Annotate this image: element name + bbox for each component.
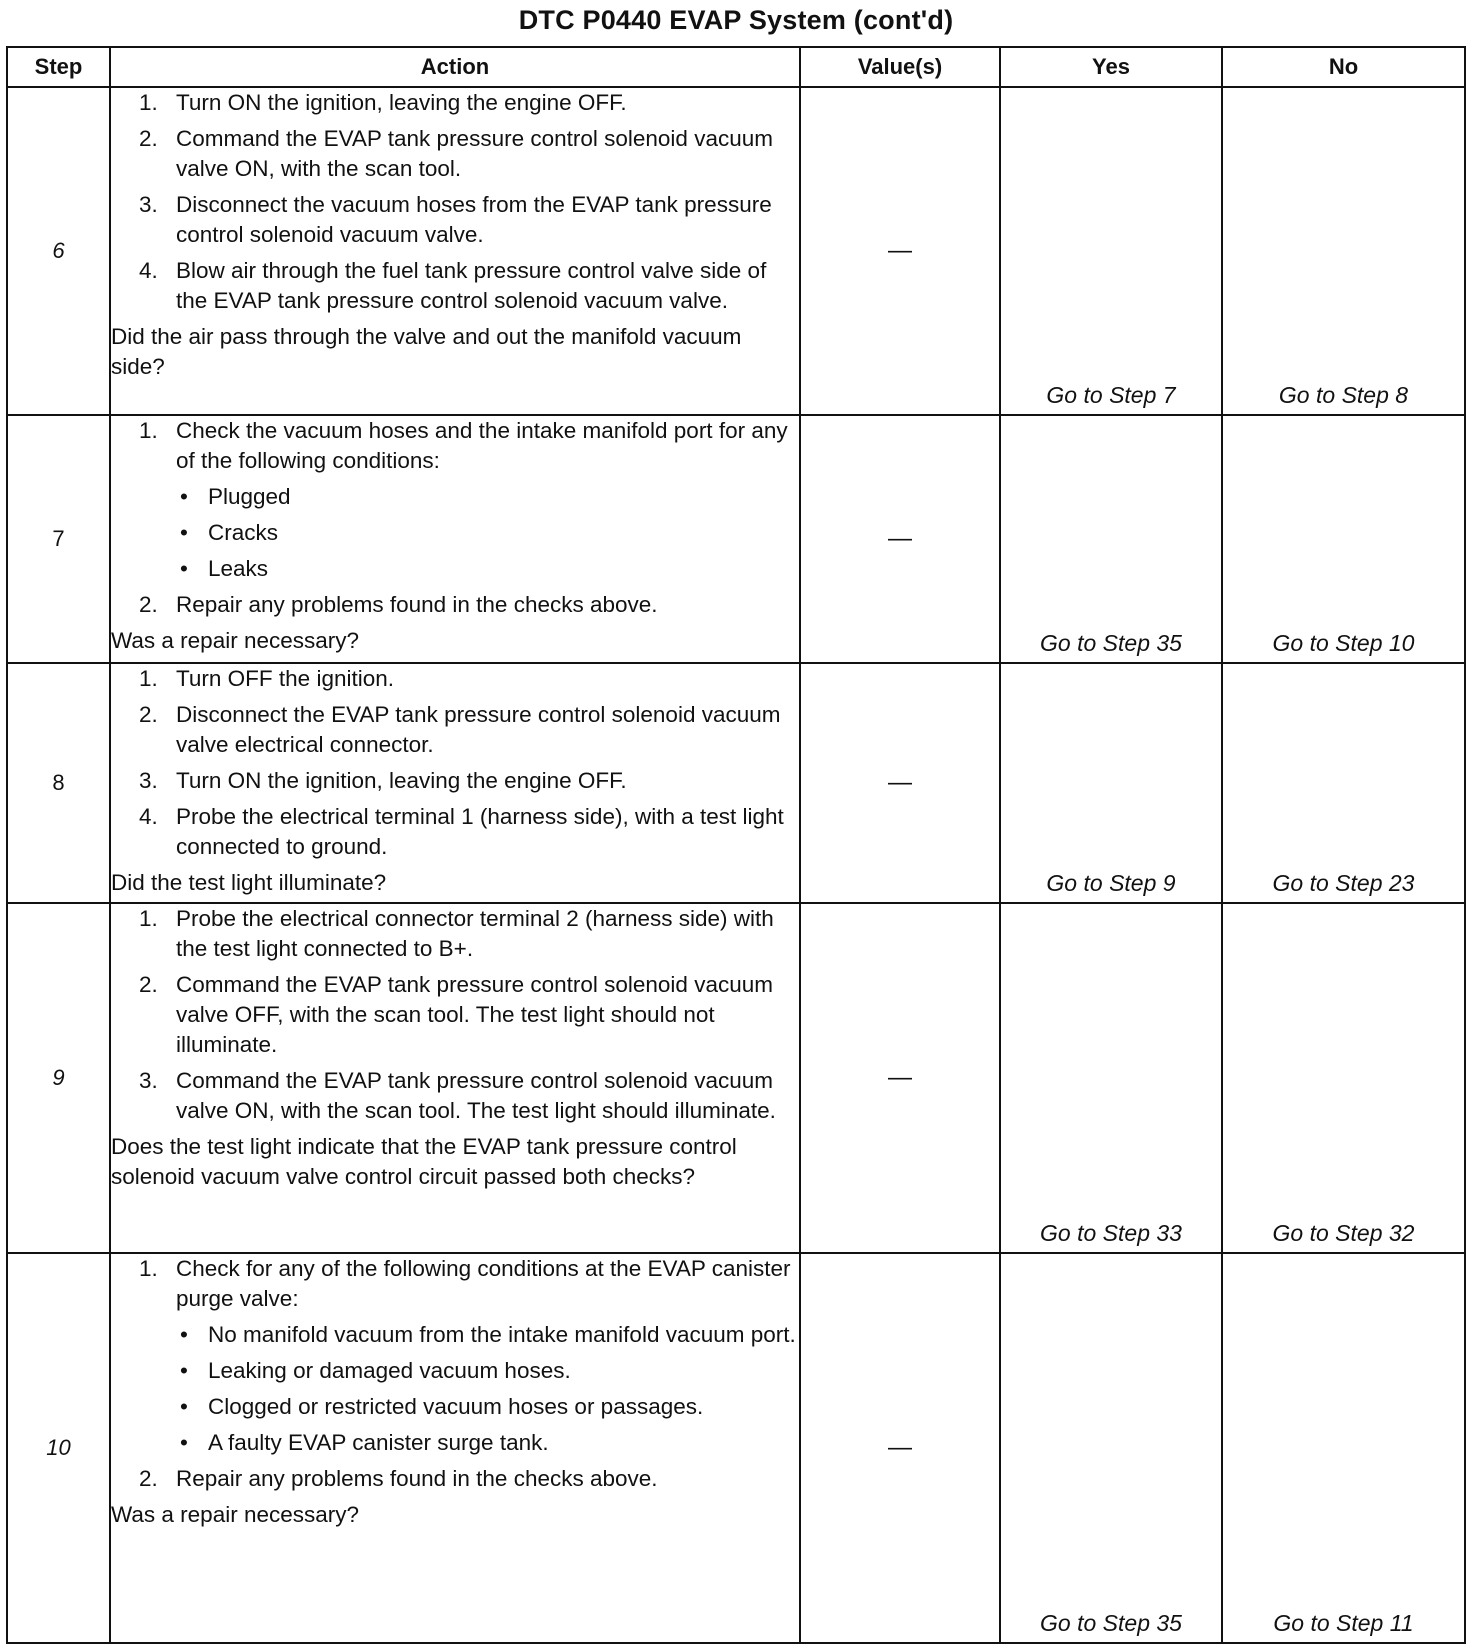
condition-item: [176, 1428, 799, 1458]
condition-text: Leaks: [208, 556, 269, 581]
no-goto: Go to Step 10: [1222, 415, 1465, 663]
action-step-text: Check for any of the following conditions at the EVAP canister purge valve:: [176, 1256, 791, 1311]
action-step-text: Turn OFF the ignition.: [176, 666, 395, 691]
action-step-text: Turn ON the ignition, leaving the engine OFF.: [176, 768, 627, 793]
table-row: [7, 1253, 1465, 1643]
bullet-icon: •: [180, 1322, 188, 1347]
action-cell: [110, 87, 800, 415]
action-step: [111, 1464, 799, 1494]
action-step-number: 2.: [139, 1466, 158, 1491]
action-step-number: 2.: [139, 972, 158, 997]
action-step-number: 2.: [139, 702, 158, 727]
action-step-number: 4.: [139, 804, 158, 829]
condition-item: [176, 1356, 799, 1386]
yes-goto: Go to Step 33: [1000, 903, 1222, 1253]
action-step: [111, 700, 799, 760]
action-cell: [110, 415, 800, 663]
action-question: Was a repair necessary?: [111, 1502, 360, 1527]
table-row: [7, 903, 1465, 1253]
action-step: [111, 88, 799, 118]
condition-item: [176, 1320, 799, 1350]
table-row: [7, 87, 1465, 415]
step-number: 9: [7, 903, 110, 1253]
value-cell: —: [800, 903, 1000, 1253]
bullet-icon: •: [180, 556, 188, 581]
table-row: [7, 663, 1465, 903]
condition-item: [176, 482, 799, 512]
header-no: No: [1222, 47, 1465, 87]
header-action: Action: [110, 47, 800, 87]
condition-text: No manifold vacuum from the intake manifold vacuum port.: [208, 1322, 796, 1347]
no-goto: Go to Step 8: [1222, 87, 1465, 415]
bullet-icon: •: [180, 1394, 188, 1419]
action-cell: [110, 1253, 800, 1643]
condition-item: [176, 518, 799, 548]
action-step-text: Command the EVAP tank pressure control solenoid vacuum valve ON, with the scan tool. The test light should illuminate.: [176, 1068, 776, 1123]
bullet-icon: •: [180, 1358, 188, 1383]
action-cell: [110, 903, 800, 1253]
condition-text: Clogged or restricted vacuum hoses or passages.: [208, 1394, 704, 1419]
value-cell: —: [800, 415, 1000, 663]
action-step-number: 3.: [139, 1068, 158, 1093]
step-number: 8: [7, 663, 110, 903]
yes-goto: Go to Step 35: [1000, 415, 1222, 663]
page-title: DTC P0440 EVAP System (cont'd): [518, 5, 954, 35]
condition-text: Plugged: [208, 484, 291, 509]
no-goto: Go to Step 23: [1222, 663, 1465, 903]
action-step-text: Repair any problems found in the checks above.: [176, 1466, 658, 1491]
action-question: Was a repair necessary?: [111, 628, 360, 653]
action-step-number: 3.: [139, 768, 158, 793]
value-cell: —: [800, 1253, 1000, 1643]
action-step-number: 1.: [139, 666, 158, 691]
yes-goto: Go to Step 9: [1000, 663, 1222, 903]
no-goto: Go to Step 32: [1222, 903, 1465, 1253]
action-question: Did the test light illuminate?: [111, 870, 387, 895]
no-goto: Go to Step 11: [1222, 1253, 1465, 1643]
action-step: [111, 904, 799, 964]
action-step-text: Blow air through the fuel tank pressure control valve side of the EVAP tank pressure control solenoid vacuum valve.: [176, 258, 767, 313]
diagnostic-table: [6, 46, 1466, 1644]
bullet-icon: •: [180, 520, 188, 545]
action-step: [111, 190, 799, 250]
condition-text: Cracks: [208, 520, 279, 545]
action-step: [111, 124, 799, 184]
header-values: Value(s): [800, 47, 1000, 87]
table-row: [7, 415, 1465, 663]
action-step: [111, 664, 799, 694]
action-step-text: Command the EVAP tank pressure control solenoid vacuum valve OFF, with the scan tool. The test light should not illuminate.: [176, 972, 773, 1057]
action-step: [111, 1254, 799, 1458]
action-step: [111, 256, 799, 316]
action-step-text: Command the EVAP tank pressure control solenoid vacuum valve ON, with the scan tool.: [176, 126, 773, 181]
action-question: Did the air pass through the valve and out the manifold vacuum side?: [111, 324, 742, 379]
value-cell: —: [800, 663, 1000, 903]
action-step: [111, 1066, 799, 1126]
action-step-text: Disconnect the vacuum hoses from the EVAP tank pressure control solenoid vacuum valve.: [176, 192, 772, 247]
action-step-number: 2.: [139, 592, 158, 617]
condition-text: Leaking or damaged vacuum hoses.: [208, 1358, 571, 1383]
action-step-text: Check the vacuum hoses and the intake manifold port for any of the following conditions:: [176, 418, 788, 473]
step-number: 6: [7, 87, 110, 415]
header-step: Step: [7, 47, 110, 87]
yes-goto: Go to Step 35: [1000, 1253, 1222, 1643]
action-step-number: 2.: [139, 126, 158, 151]
action-step-number: 3.: [139, 192, 158, 217]
action-step-text: Turn ON the ignition, leaving the engine OFF.: [176, 90, 627, 115]
condition-text: A faulty EVAP canister surge tank.: [208, 1430, 549, 1455]
bullet-icon: •: [180, 484, 188, 509]
action-step-number: 1.: [139, 906, 158, 931]
action-step-text: Probe the electrical terminal 1 (harness side), with a test light connected to ground.: [176, 804, 784, 859]
action-step: [111, 590, 799, 620]
action-step-text: Repair any problems found in the checks above.: [176, 592, 658, 617]
condition-item: [176, 554, 799, 584]
action-step-number: 1.: [139, 90, 158, 115]
header-yes: Yes: [1000, 47, 1222, 87]
bullet-icon: •: [180, 1430, 188, 1455]
action-step: [111, 766, 799, 796]
action-step-text: Disconnect the EVAP tank pressure control solenoid vacuum valve electrical connector.: [176, 702, 781, 757]
step-number: 10: [7, 1253, 110, 1643]
action-step-number: 4.: [139, 258, 158, 283]
action-step-number: 1.: [139, 1256, 158, 1281]
action-cell: [110, 663, 800, 903]
table-header-row: [7, 47, 1465, 87]
action-question: Does the test light indicate that the EVAP tank pressure control solenoid vacuum valve control circuit passed both checks?: [111, 1134, 737, 1189]
yes-goto: Go to Step 7: [1000, 87, 1222, 415]
action-step-number: 1.: [139, 418, 158, 443]
step-number: 7: [7, 415, 110, 663]
action-step: [111, 416, 799, 584]
action-step-text: Probe the electrical connector terminal 2 (harness side) with the test light connected to B+.: [176, 906, 774, 961]
condition-item: [176, 1392, 799, 1422]
action-step: [111, 802, 799, 862]
value-cell: —: [800, 87, 1000, 415]
action-step: [111, 970, 799, 1060]
